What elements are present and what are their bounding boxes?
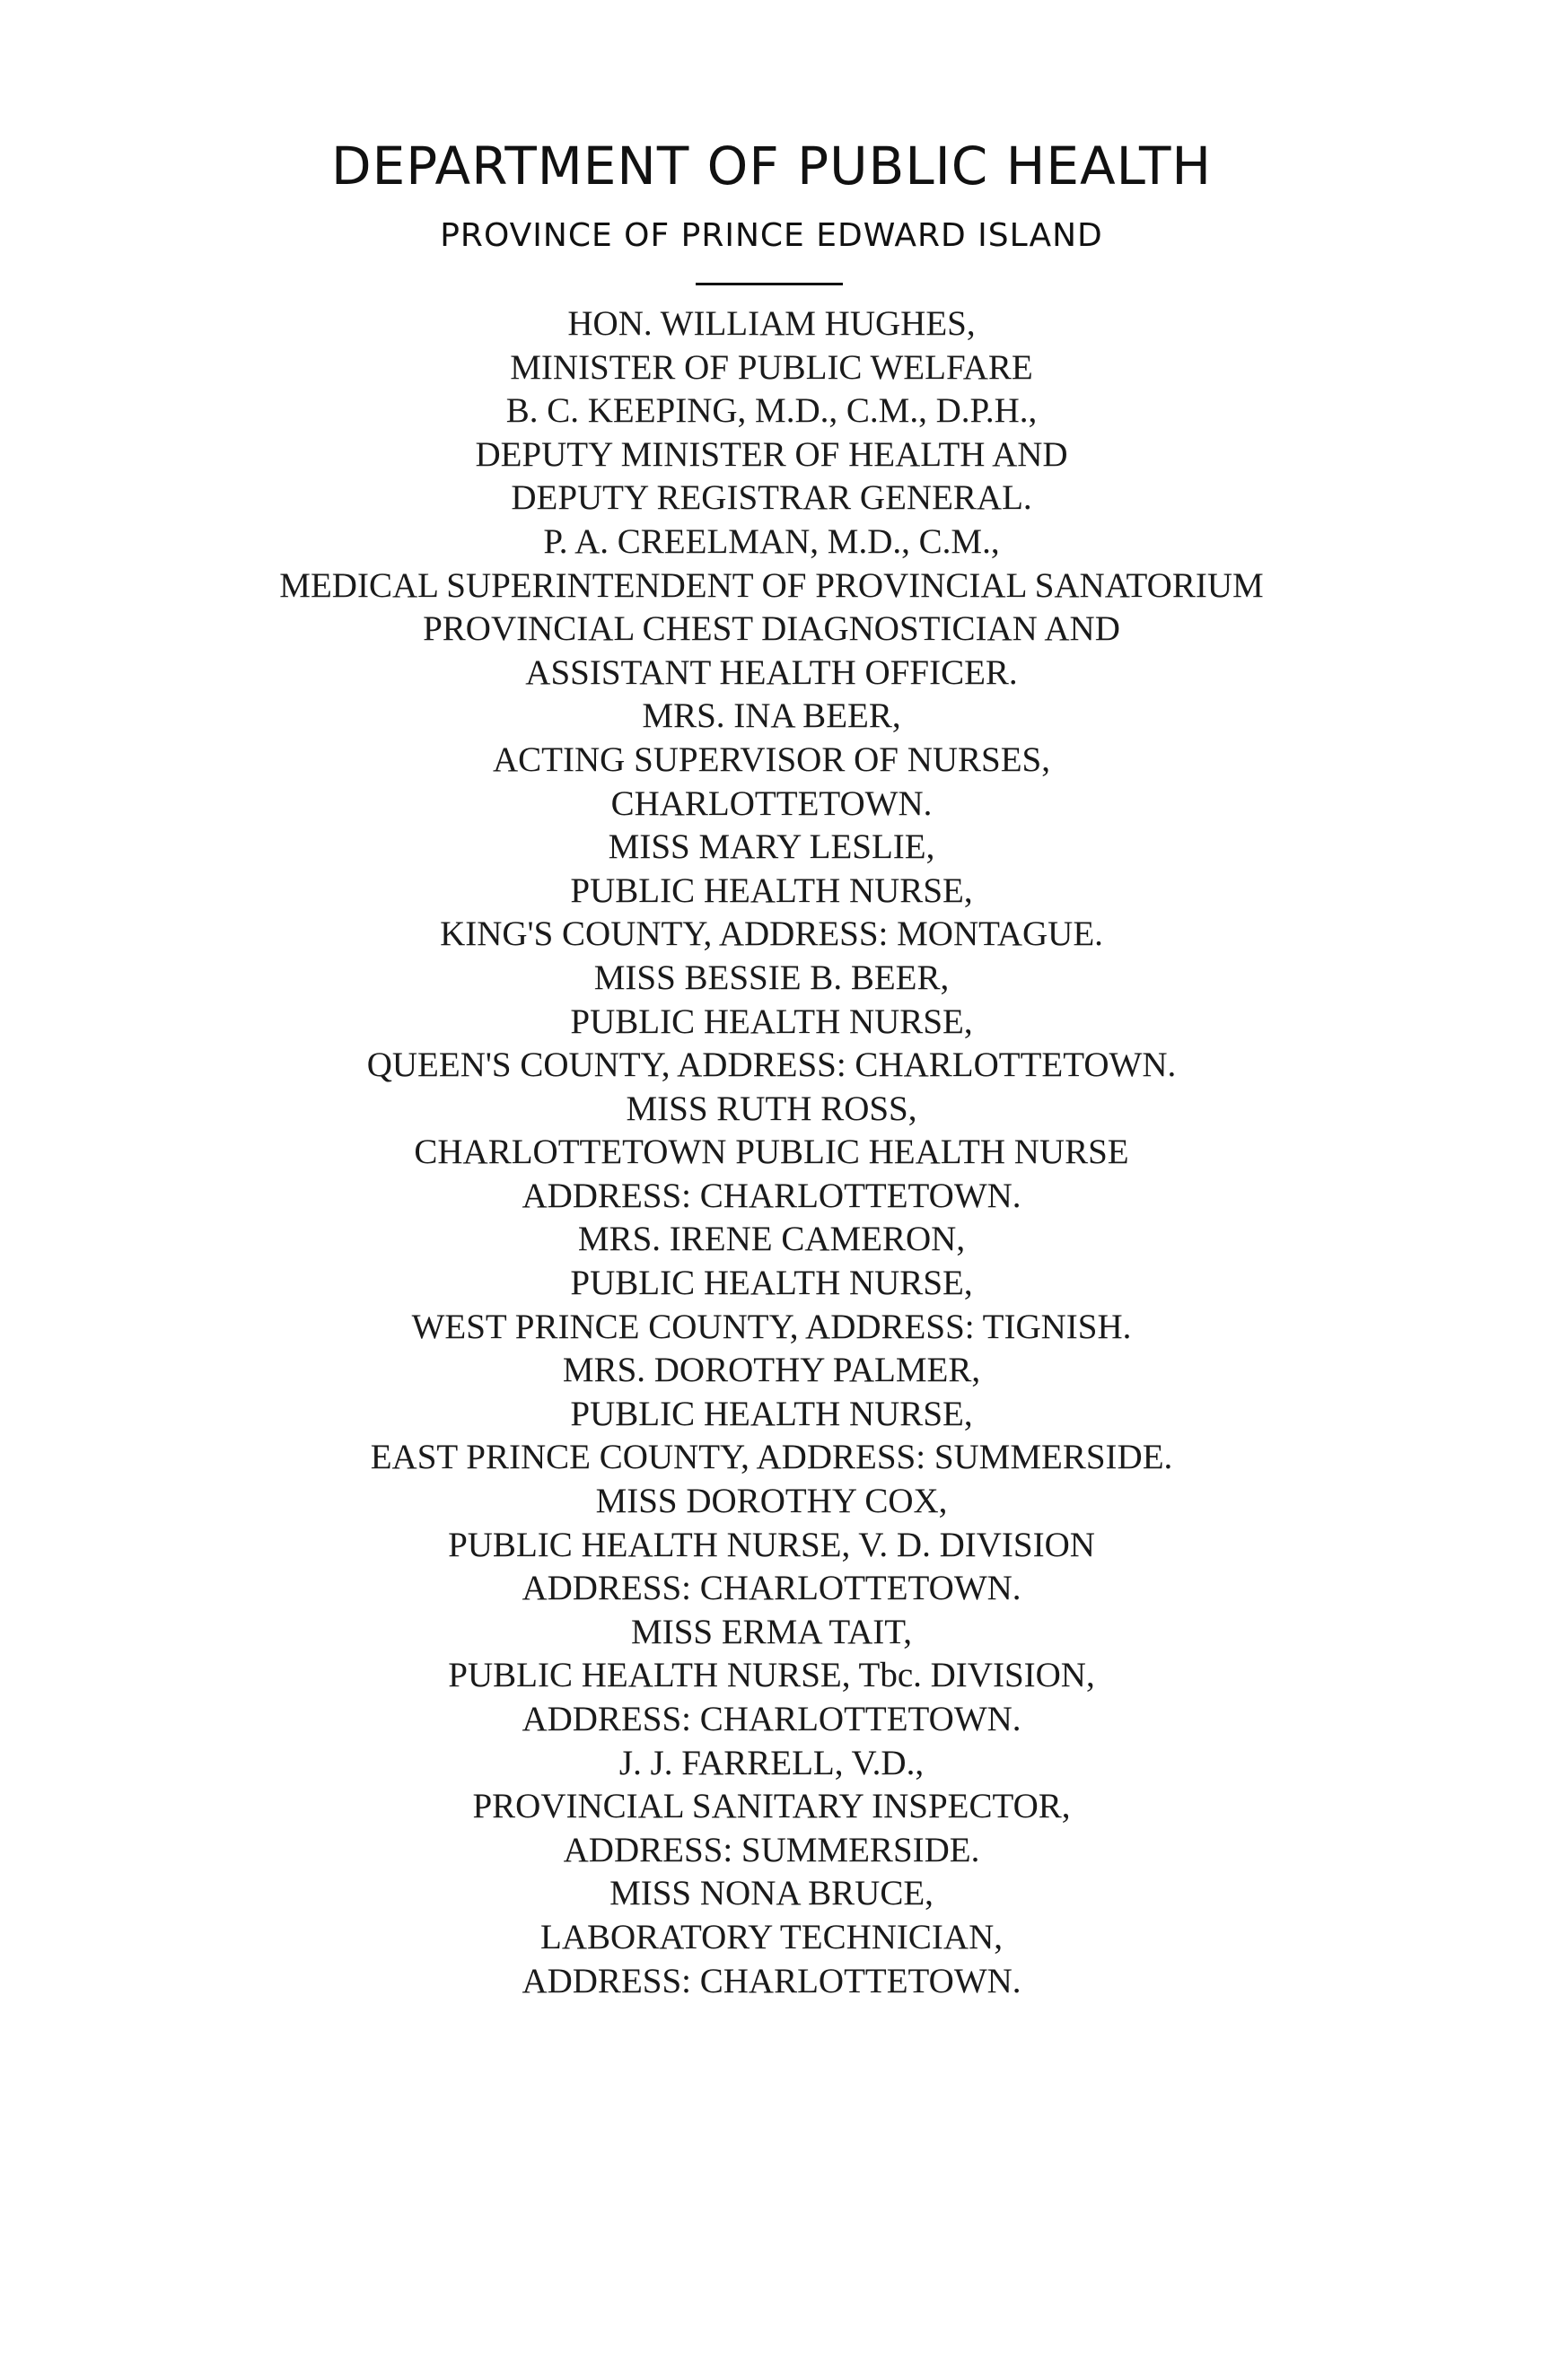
staff-detail-line: ADDRESS: CHARLOTTETOWN. bbox=[522, 1961, 1021, 2000]
staff-entry bbox=[0, 957, 1543, 1088]
staff-detail-line: ASSISTANT HEALTH OFFICER. bbox=[525, 652, 1018, 692]
staff-entry bbox=[0, 1088, 1543, 1219]
staff-detail-line: PUBLIC HEALTH NURSE, Tbc. DIVISION, bbox=[448, 1656, 1095, 1695]
staff-entry bbox=[0, 1218, 1543, 1349]
staff-entry bbox=[0, 1742, 1543, 1873]
staff-detail-line: ACTING SUPERVISOR OF NURSES, bbox=[493, 739, 1050, 779]
staff-detail-line: ADDRESS: CHARLOTTETOWN. bbox=[522, 1569, 1021, 1608]
staff-detail-line: ADDRESS: SUMMERSIDE. bbox=[563, 1830, 980, 1869]
staff-detail-line: KING'S COUNTY, ADDRESS: MONTAGUE. bbox=[440, 914, 1103, 954]
staff-detail-line: EAST PRINCE COUNTY, ADDRESS: SUMMERSIDE. bbox=[370, 1438, 1173, 1477]
staff-name: MISS DOROTHY COX, bbox=[595, 1482, 948, 1521]
staff-detail-line: MINISTER OF PUBLIC WELFARE bbox=[510, 347, 1033, 387]
staff-entry bbox=[0, 1349, 1543, 1480]
staff-name: B. C. KEEPING, M.D., C.M., D.P.H., bbox=[505, 391, 1038, 431]
staff-detail-line: PUBLIC HEALTH NURSE, bbox=[570, 871, 973, 910]
staff-name: HON. WILLIAM HUGHES, bbox=[567, 304, 976, 343]
staff-detail-line: DEPUTY REGISTRAR GENERAL. bbox=[511, 478, 1032, 518]
staff-detail-line: PROVINCIAL CHEST DIAGNOSTICIAN AND bbox=[423, 609, 1120, 649]
staff-detail-line: CHARLOTTETOWN. bbox=[610, 783, 933, 823]
staff-detail-line: LABORATORY TECHNICIAN, bbox=[540, 1917, 1003, 1956]
staff-detail-line: ADDRESS: CHARLOTTETOWN. bbox=[522, 1700, 1021, 1738]
staff-entry bbox=[0, 1872, 1543, 2003]
staff-entry bbox=[0, 826, 1543, 957]
staff-detail-line: PUBLIC HEALTH NURSE, bbox=[570, 1264, 973, 1303]
staff-name: MRS. DOROTHY PALMER, bbox=[562, 1351, 981, 1390]
staff-entry bbox=[0, 389, 1543, 521]
staff-name: MISS MARY LESLIE, bbox=[608, 827, 935, 867]
page-title: DEPARTMENT OF PUBLIC HEALTH bbox=[330, 136, 1213, 197]
staff-name: MISS ERMA TAIT, bbox=[631, 1612, 912, 1651]
staff-entry bbox=[0, 521, 1543, 695]
staff-detail-line: PUBLIC HEALTH NURSE, V. D. DIVISION bbox=[448, 1525, 1095, 1564]
staff-detail-line: QUEEN'S COUNTY, ADDRESS: CHARLOTTETOWN. bbox=[366, 1046, 1177, 1085]
staff-name: MISS BESSIE B. BEER, bbox=[593, 958, 950, 997]
staff-name: MISS NONA BRUCE, bbox=[609, 1874, 934, 1913]
staff-list bbox=[0, 302, 1543, 2003]
title-divider bbox=[696, 283, 843, 285]
staff-name: MISS RUTH ROSS, bbox=[626, 1089, 917, 1128]
staff-detail-line: WEST PRINCE COUNTY, ADDRESS: TIGNISH. bbox=[411, 1307, 1132, 1346]
staff-detail-line: PROVINCIAL SANITARY INSPECTOR, bbox=[472, 1787, 1071, 1826]
staff-detail-line: PUBLIC HEALTH NURSE, bbox=[570, 1002, 973, 1041]
staff-detail-line: ADDRESS: CHARLOTTETOWN. bbox=[522, 1176, 1021, 1215]
staff-name: P. A. CREELMAN, M.D., C.M., bbox=[543, 521, 1000, 561]
staff-detail-line: PUBLIC HEALTH NURSE, bbox=[570, 1394, 973, 1433]
staff-entry bbox=[0, 1611, 1543, 1742]
staff-entry bbox=[0, 1480, 1543, 1611]
page-subtitle: PROVINCE OF PRINCE EDWARD ISLAND bbox=[440, 217, 1103, 254]
staff-detail-line: DEPUTY MINISTER OF HEALTH AND bbox=[475, 434, 1068, 474]
staff-name: MRS. INA BEER, bbox=[642, 696, 901, 736]
staff-detail-line: CHARLOTTETOWN PUBLIC HEALTH NURSE bbox=[414, 1133, 1129, 1172]
staff-detail-line: MEDICAL SUPERINTENDENT OF PROVINCIAL SANATORIUM bbox=[279, 565, 1264, 605]
staff-entry bbox=[0, 695, 1543, 826]
staff-entry bbox=[0, 302, 1543, 389]
staff-name: J. J. FARRELL, V.D., bbox=[618, 1743, 925, 1782]
staff-name: MRS. IRENE CAMERON, bbox=[577, 1220, 966, 1259]
